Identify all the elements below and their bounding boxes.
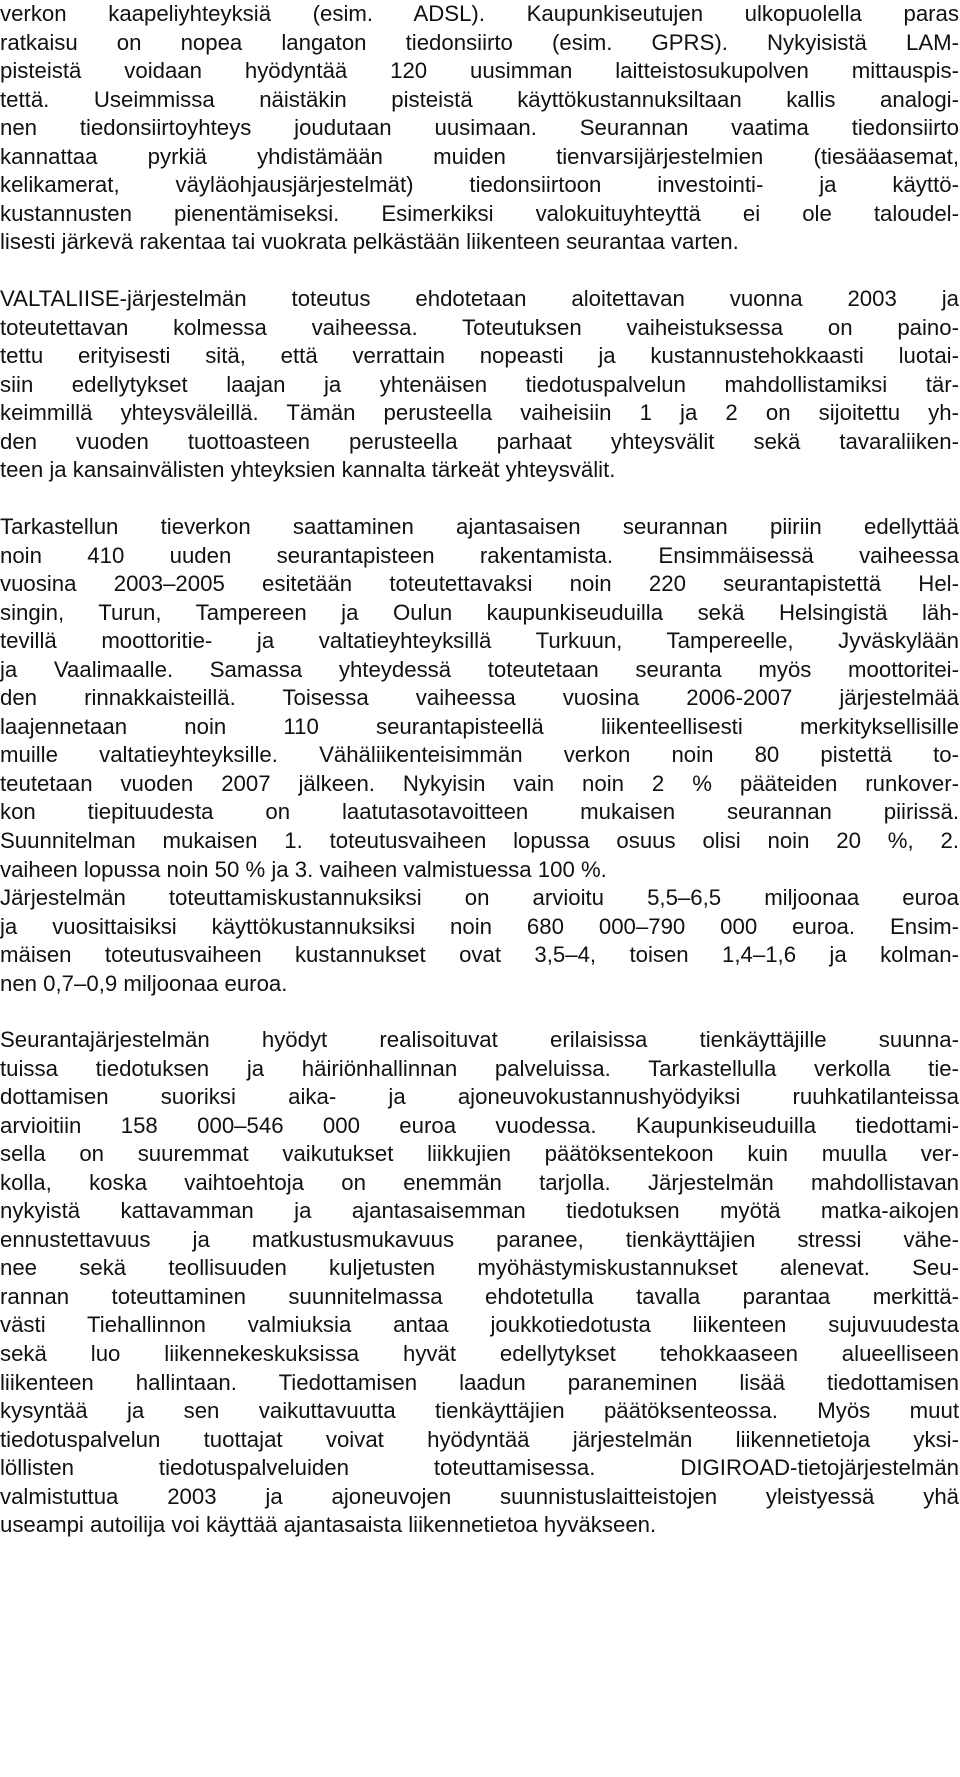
text-line: kolla, koska vaihtoehtoja on enemmän tarjolla. Järjestelmän mahdollistavan — [0, 1169, 959, 1195]
text-line: VALTALIISE-järjestelmän toteutus ehdotetaan aloitettavan vuonna 2003 ja — [0, 286, 959, 311]
text-line: Tarkastellun tieverkon saattaminen ajantasaisen seurannan piiriin edellyttää — [0, 514, 959, 539]
text-line: nen 0,7–0,9 miljoonaa euroa. — [0, 970, 288, 996]
text-line: sella on suuremmat vaikutukset liikkujien päätöksentekoon kuin muulla ver- — [0, 1141, 959, 1167]
text-line: nykyistä kattavamman ja ajantasaisemman tiedotuksen myötä matka-aikojen — [0, 1198, 959, 1224]
text-line: västi Tiehallinnon valmiuksia antaa joukkotiedotusta liikenteen sujuvuudesta — [0, 1312, 959, 1338]
text-line: laajennetaan noin 110 seurantapisteellä liikenteellisesti merkityksellisille — [0, 713, 959, 739]
text-line: Suunnitelman mukaisen 1. toteutusvaiheen lopussa osuus olisi noin 20 %, 2. — [0, 828, 959, 854]
text-line: lisesti järkevä rakentaa tai vuokrata pelkästään liikenteen seurantaa varten. — [0, 229, 739, 255]
text-line: keimmillä yhteysväleillä. Tämän perusteella vaiheisiin 1 ja 2 on sijoitettu yh- — [0, 400, 959, 426]
text-line: nee sekä teollisuuden kuljetusten myöhästymiskustannukset alenevat. Seu- — [0, 1255, 959, 1281]
text-line: useampi autoilija voi käyttää ajantasaista liikennetietoa hyväkseen. — [0, 1512, 657, 1538]
text-line: vuosina 2003–2005 esitetään toteutettavaksi noin 220 seurantapistettä Hel- — [0, 571, 959, 597]
paragraph-5 — [0, 1026, 959, 1540]
text-line: ja vuosittaisiksi käyttökustannuksiksi noin 680 000–790 000 euroa. Ensim- — [0, 913, 959, 939]
text-line: tuissa tiedotuksen ja häiriönhallinnan palveluissa. Tarkastellulla verkolla tie- — [0, 1055, 959, 1081]
paragraph-3 — [0, 513, 959, 884]
text-line: mäisen toteutusvaiheen kustannukset ovat 3,5–4, toisen 1,4–1,6 ja kolman- — [0, 942, 959, 968]
text-line: ja Vaalimaalle. Samassa yhteydessä toteutetaan seuranta myös moottoritei- — [0, 656, 959, 682]
text-line: rannan toteuttaminen suunnitelmassa ehdotetulla tavalla parantaa merkittä- — [0, 1283, 959, 1309]
paragraph-2 — [0, 285, 959, 485]
text-line: tevillä moottoritie- ja valtatieyhteyksillä Turkuun, Tampereelle, Jyväskylään — [0, 628, 959, 654]
text-line: liikenteen hallintaan. Tiedottamisen laadun paraneminen lisää tiedottamisen — [0, 1369, 959, 1395]
text-line: teen ja kansainvälisten yhteyksien kannalta tärkeät yhteysvälit. — [0, 457, 616, 483]
text-line: vaiheen lopussa noin 50 % ja 3. vaiheen valmistuessa 100 %. — [0, 856, 607, 882]
text-line: arvioitiin 158 000–546 000 euroa vuodessa. Kaupunkiseuduilla tiedottami- — [0, 1112, 959, 1138]
text-line: Seurantajärjestelmän hyödyt realisoituvat erilaisissa tienkäyttäjille suunna- — [0, 1027, 959, 1052]
text-line: tettä. Useimmissa näistäkin pisteistä käyttökustannuksiltaan kallis analogi- — [0, 86, 959, 112]
paragraph-4 — [0, 884, 959, 998]
text-line: verkon kaapeliyhteyksiä (esim. ADSL). Kaupunkiseutujen ulkopuolella paras — [0, 1, 959, 26]
text-line: kustannusten pienentämiseksi. Esimerkiksi valokuituyhteyttä ei ole taloudel- — [0, 200, 959, 226]
text-line: valmistuttua 2003 ja ajoneuvojen suunnistuslaitteistojen yleistyessä yhä — [0, 1483, 959, 1509]
text-line: nen tiedonsiirtoyhteys joudutaan uusimaan. Seurannan vaatima tiedonsiirto — [0, 115, 959, 141]
text-line: Järjestelmän toteuttamiskustannuksiksi on arvioitu 5,5–6,5 miljoonaa euroa — [0, 885, 959, 910]
text-line: sekä luo liikennekeskuksissa hyvät edellytykset tehokkaaseen alueelliseen — [0, 1341, 959, 1367]
text-line: toteutettavan kolmessa vaiheessa. Toteutuksen vaiheistuksessa on paino- — [0, 314, 959, 340]
text-line: tettu erityisesti sitä, että verrattain nopeasti ja kustannustehokkaasti luotai- — [0, 343, 959, 369]
text-line: dottamisen suoriksi aika- ja ajoneuvokustannushyödyiksi ruuhkatilanteissa — [0, 1084, 959, 1110]
text-line: löllisten tiedotuspalveluiden toteuttamisessa. DIGIROAD-tietojärjestelmän — [0, 1455, 959, 1481]
text-line: kelikamerat, väyläohjausjärjestelmät) tiedonsiirtoon investointi- ja käyttö- — [0, 172, 959, 198]
text-line: noin 410 uuden seurantapisteen rakentamista. Ensimmäisessä vaiheessa — [0, 542, 959, 568]
text-line: kannattaa pyrkiä yhdistämään muiden tienvarsijärjestelmien (tiesääasemat, — [0, 143, 959, 169]
text-line: muille valtatieyhteyksille. Vähäliikenteisimmän verkon noin 80 pistettä to- — [0, 742, 959, 768]
text-line: pisteistä voidaan hyödyntää 120 uusimman laitteistosukupolven mittauspis- — [0, 58, 959, 84]
text-line: ennustettavuus ja matkustusmukavuus paranee, tienkäyttäjien stressi vähe- — [0, 1226, 959, 1252]
text-line: den vuoden tuottoasteen perusteella parhaat yhteysvälit sekä tavaraliiken- — [0, 428, 959, 454]
text-line: singin, Turun, Tampereen ja Oulun kaupunkiseuduilla sekä Helsingistä läh- — [0, 599, 959, 625]
paragraph-1 — [0, 0, 959, 257]
text-line: kon tiepituudesta on laatutasotavoitteen mukaisen seurannan piirissä. — [0, 799, 959, 825]
text-line: den rinnakkaisteillä. Toisessa vaiheessa vuosina 2006-2007 järjestelmää — [0, 685, 959, 711]
text-line: teutetaan vuoden 2007 jälkeen. Nykyisin vain noin 2 % pääteiden runkover- — [0, 770, 959, 796]
text-line: tiedotuspalvelun tuottajat voivat hyödyntää järjestelmän liikennetietoja yksi- — [0, 1426, 959, 1452]
text-line: siin edellytykset laajan ja yhtenäisen tiedotuspalvelun mahdollistamiksi tär- — [0, 371, 959, 397]
text-line: ratkaisu on nopea langaton tiedonsiirto (esim. GPRS). Nykyisistä LAM- — [0, 29, 959, 55]
text-line: kysyntää ja sen vaikuttavuutta tienkäyttäjien päätöksenteossa. Myös muut — [0, 1398, 959, 1424]
